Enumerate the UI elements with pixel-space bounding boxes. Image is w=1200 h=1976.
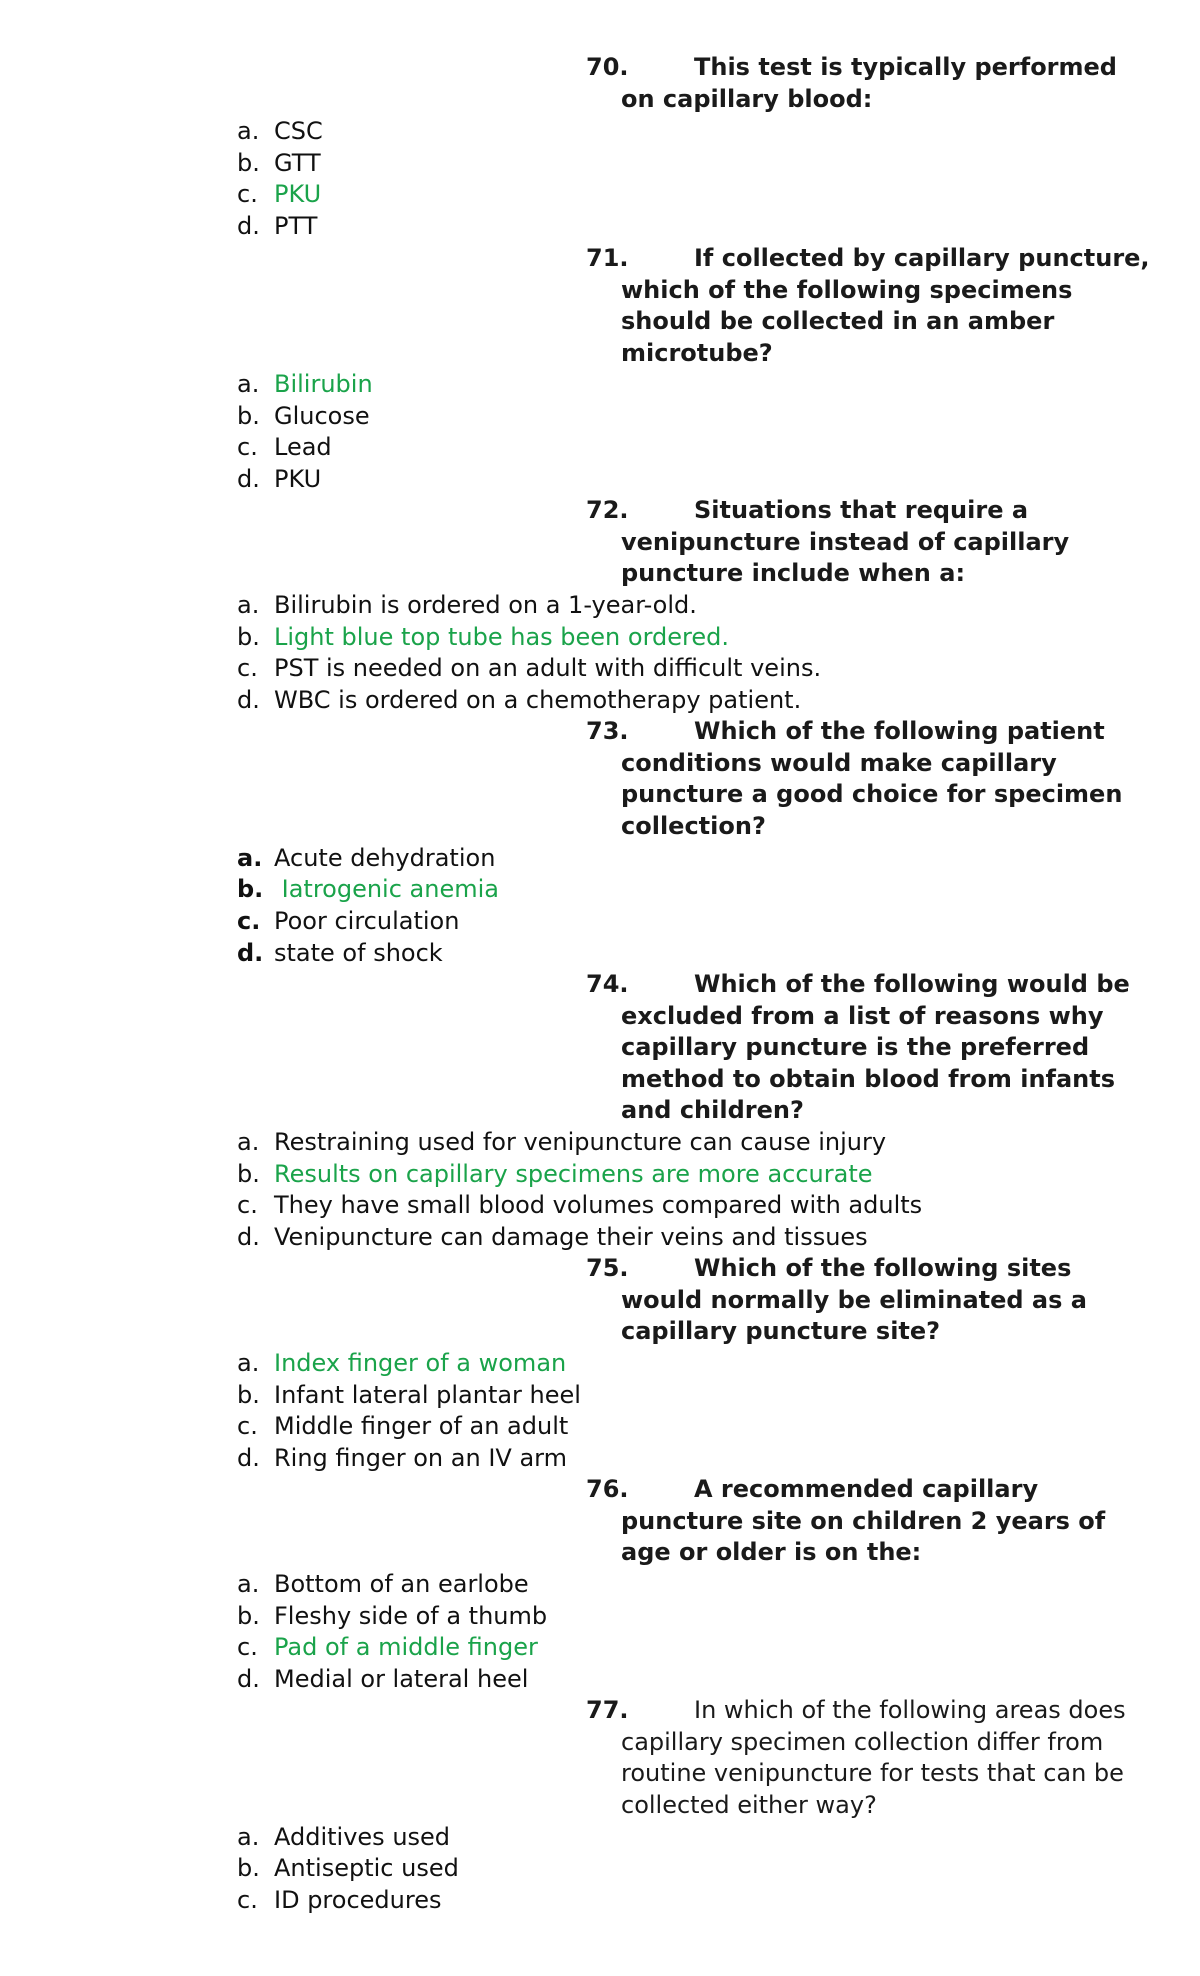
option-letter: a. [237,1570,260,1598]
question-72 [586,495,1156,590]
question-text: This test is typically performed on capillary blood: [621,53,1117,113]
question-75 [586,1253,1156,1348]
option-text: ID procedures [274,1886,442,1914]
option-letter: c. [237,1412,258,1440]
option-text: Acute dehydration [274,844,496,872]
option-letter: a. [237,591,260,619]
option-letter: d. [237,1665,260,1693]
option-text: Restraining used for venipuncture can cause injury [274,1128,887,1156]
option-text: Light blue top tube has been ordered. [274,623,729,651]
option-text: Ring finger on an IV arm [274,1444,567,1472]
question-text: Which of the following would be excluded from a list of reasons why capillary puncture is the preferred method to obtain blood from infants and children? [621,970,1130,1125]
option-text: Results on capillary specimens are more accurate [274,1160,873,1188]
option-letter: c. [237,1191,258,1219]
question-number: 77. [586,1696,629,1724]
option-text: state of shock [274,939,443,967]
option-text: PTT [274,212,318,240]
option-letter: a. [237,117,260,145]
question-text: Situations that require a venipuncture instead of capillary puncture include when a: [621,496,1070,588]
question-74 [586,969,1156,1127]
question-77 [586,1695,1156,1821]
option-text: Lead [274,433,332,461]
option-text: Index finger of a woman [274,1349,567,1377]
option-letter: c. [237,1886,258,1914]
option-text: Infant lateral plantar heel [274,1381,581,1409]
option-letter: c. [237,654,258,682]
option-text: CSC [274,117,323,145]
question-number: 73. [586,717,629,745]
option-letter: b. [237,1854,260,1882]
option-letter: a. [237,1349,260,1377]
option-letter: d. [237,1444,260,1472]
question-71 [586,243,1156,369]
option-text: Fleshy side of a thumb [274,1602,548,1630]
option-letter: b. [237,1160,260,1188]
question-70 [586,52,1156,115]
option-text: Middle finger of an adult [274,1412,569,1440]
option-letter: d. [237,686,260,714]
option-letter: a. [237,370,260,398]
question-number: 76. [586,1475,629,1503]
option-letter: c. [237,433,258,461]
option-letter: b. [237,402,260,430]
question-number: 71. [586,244,629,272]
option-text: PKU [274,180,322,208]
option-text: Medial or lateral heel [274,1665,529,1693]
option-text: They have small blood volumes compared with adults [274,1191,923,1219]
option-text: Bottom of an earlobe [274,1570,529,1598]
option-text: Glucose [274,402,370,430]
question-number: 72. [586,496,629,524]
option-text: Pad of a middle finger [274,1633,538,1661]
option-letter: a. [237,1823,260,1851]
option-text: Poor circulation [274,907,460,935]
option-text: Antiseptic used [274,1854,459,1882]
option-text: PST is needed on an adult with difficult veins. [274,654,822,682]
option-letter: c. [237,180,258,208]
question-number: 70. [586,53,629,81]
option-text: GTT [274,149,321,177]
option-letter: b. [237,1381,260,1409]
question-number: 75. [586,1254,629,1282]
option-text: Bilirubin is ordered on a 1-year-old. [274,591,697,619]
question-text: Which of the following sites would normally be eliminated as a capillary puncture site? [621,1254,1087,1346]
option-letter: d. [237,1223,260,1251]
option-letter: d. [237,465,260,493]
option-letter: a. [237,1128,260,1156]
option-text: WBC is ordered on a chemotherapy patient. [274,686,802,714]
question-text: A recommended capillary puncture site on children 2 years of age or older is on the: [621,1475,1106,1567]
option-letter: b. [237,1602,260,1630]
question-76 [586,1474,1156,1569]
option-letter: b. [237,623,260,651]
question-text: Which of the following patient conditions would make capillary puncture a good choice for specimen collection? [621,717,1123,840]
option-text: Venipuncture can damage their veins and tissues [274,1223,868,1251]
option-text: Bilirubin [274,370,373,398]
option-text: Additives used [274,1823,451,1851]
question-number: 74. [586,970,629,998]
question-73 [586,716,1156,842]
question-text: If collected by capillary puncture, which of the following specimens should be collected in an amber microtube? [621,244,1150,367]
option-letter: c. [237,1633,258,1661]
option-letter: d. [237,212,260,240]
option-letter: a. [237,844,263,872]
option-letter: b. [237,149,260,177]
option-letter: b. [237,875,264,903]
option-letter: d. [237,939,264,967]
option-letter: c. [237,907,261,935]
question-text: In which of the following areas does capillary specimen collection differ from routine venipuncture for tests that can be collected either way? [621,1696,1126,1819]
option-text: Iatrogenic anemia [274,875,499,903]
option-text: PKU [274,465,322,493]
